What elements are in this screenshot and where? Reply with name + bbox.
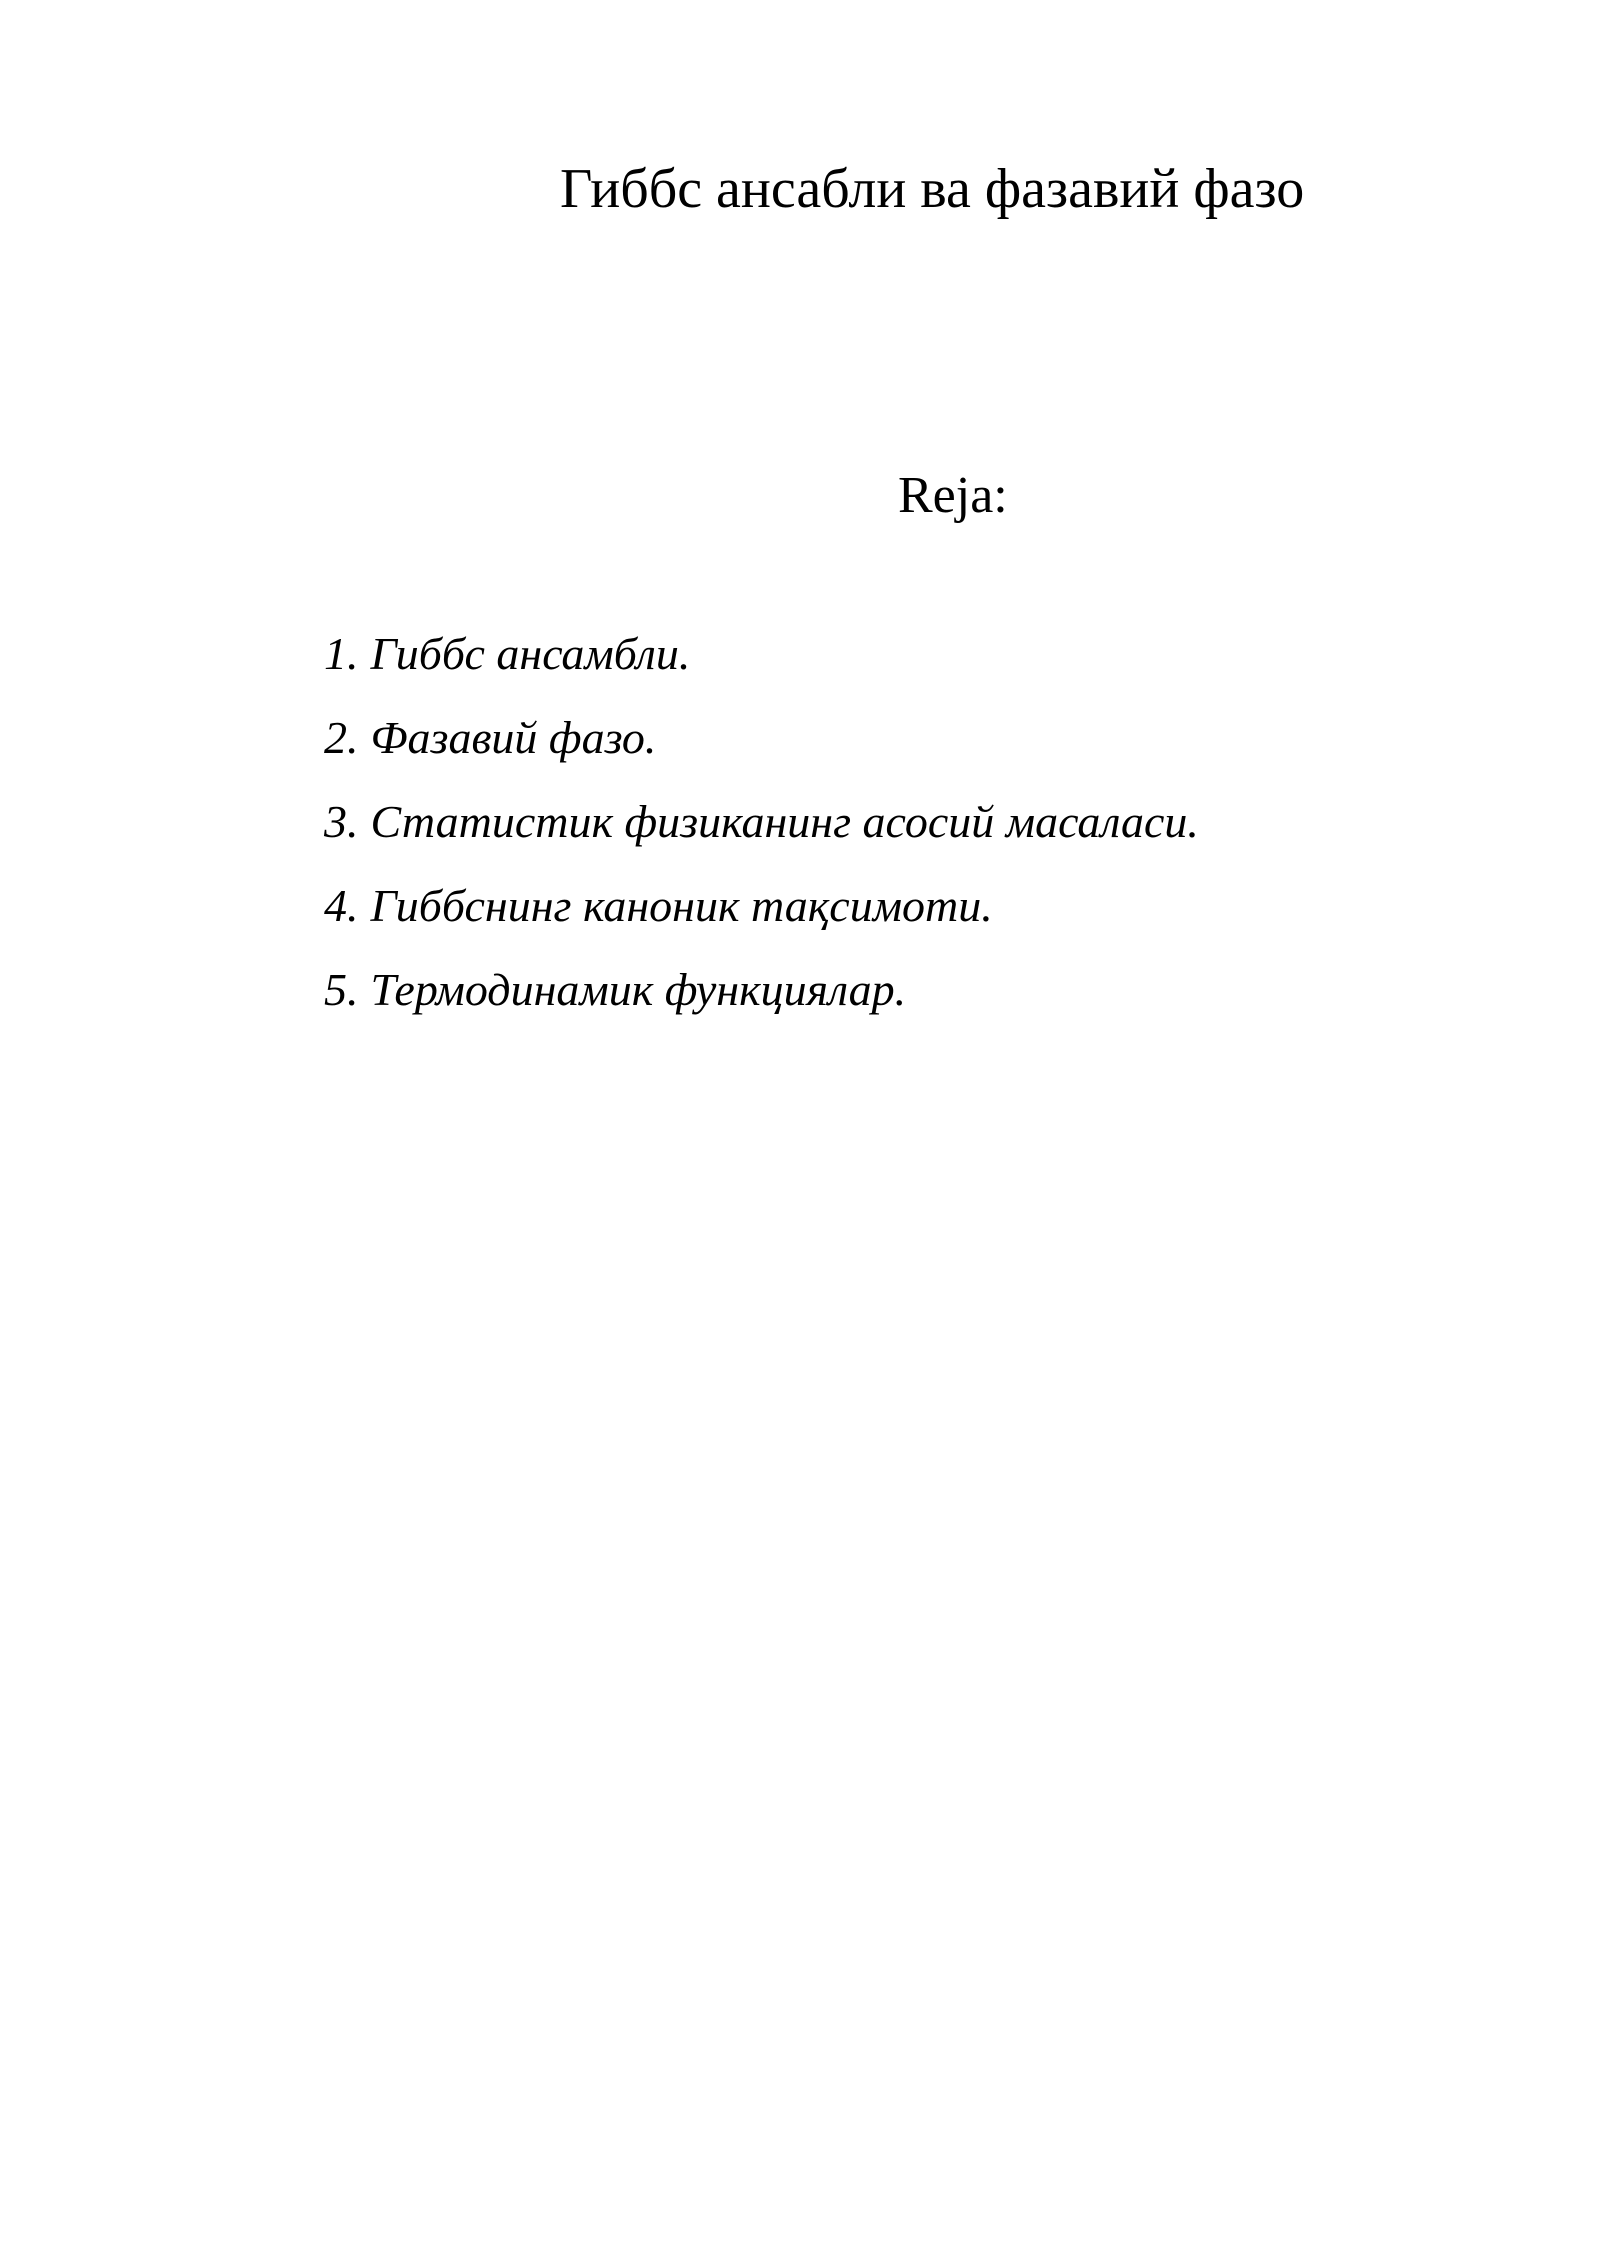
plan-item-number: 2.: [324, 712, 359, 763]
plan-item: [324, 948, 1199, 1032]
plan-item: [324, 696, 1199, 780]
plan-item-number: 5.: [324, 964, 359, 1015]
plan-item-number: 4.: [324, 880, 359, 931]
plan-item: [324, 612, 1199, 696]
document-title: Гиббс ансабли ва фазавий фазо: [560, 158, 1305, 220]
plan-item-text: Гиббснинг каноник тақсимоти.: [370, 880, 993, 931]
plan-item-text: Статистик физиканинг асосий масаласи.: [370, 796, 1199, 847]
plan-item-text: Гиббс ансамбли.: [370, 628, 691, 679]
plan-item-text: Термодинамик функциялар.: [370, 964, 907, 1015]
plan-item-text: Фазавий фазо.: [370, 712, 657, 763]
plan-item-number: 1.: [324, 628, 359, 679]
plan-item-number: 3.: [324, 796, 359, 847]
plan-item: [324, 780, 1199, 864]
plan-heading: Reja:: [898, 467, 1008, 524]
plan-item: [324, 864, 1199, 948]
plan-list: [324, 612, 1199, 1032]
